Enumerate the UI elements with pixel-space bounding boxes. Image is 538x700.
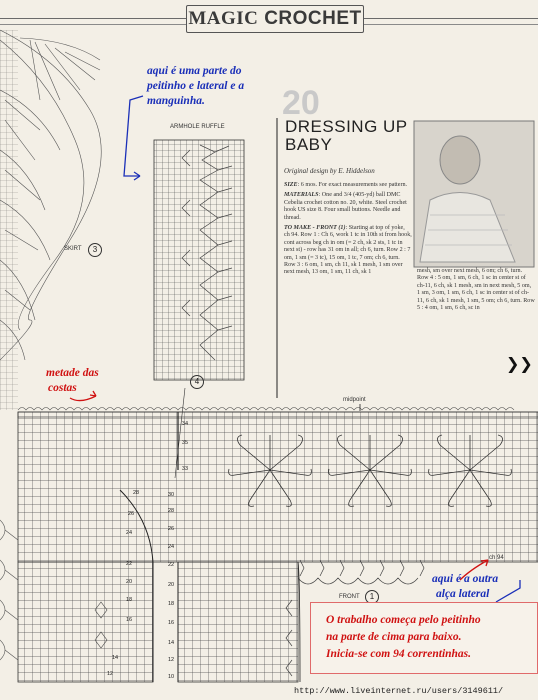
row-number: 16 — [168, 620, 175, 626]
skirt-edge-mesh — [0, 30, 18, 410]
row-number: 12 — [107, 671, 114, 677]
skirt-number-badge: 3 — [88, 243, 102, 257]
row-number: 14 — [168, 640, 175, 646]
materials-label: MATERIALS — [284, 192, 319, 199]
annotation-line: peitinho e lateral e a — [147, 80, 245, 92]
chart-4-badge: 4 — [190, 375, 204, 389]
row-number: 30 — [168, 492, 175, 498]
row-number: 28 — [133, 490, 140, 496]
byline: Original design by E. Hiddelson — [284, 167, 375, 175]
skirt-label: SKIRT — [64, 246, 82, 252]
annotation-top-blue — [147, 64, 244, 109]
row-number: 12 — [168, 657, 175, 663]
pattern-title-line1: DRESSING UP — [285, 117, 408, 136]
row-number: 28 — [168, 508, 175, 514]
row-number: 24 — [126, 530, 133, 536]
double-arrow-right-icon: ❯❯ — [506, 354, 533, 373]
pattern-title-line2: BABY — [285, 135, 333, 154]
annotation-line: aqui é a outra — [432, 573, 499, 585]
row-number: 22 — [168, 562, 175, 568]
row-number: 16 — [126, 617, 133, 623]
annotation-line: alça lateral — [436, 588, 490, 600]
pattern-title — [285, 118, 408, 154]
row-number: 35 — [182, 440, 189, 446]
annotation-line: Inicia-se com 94 correntinhas. — [326, 648, 472, 660]
size-paragraph — [284, 182, 412, 189]
armhole-ruffle-label: ARMHOLE RUFFLE — [170, 124, 225, 130]
magazine-title-crochet: CROCHET — [264, 8, 362, 29]
annotation-line: metade das — [46, 367, 99, 379]
row-number: 24 — [168, 544, 175, 550]
annotation-back-half — [46, 366, 99, 396]
front-label: FRONT — [339, 594, 360, 600]
magazine-title-magic: MAGIC — [188, 8, 259, 29]
row-number: 10 — [168, 674, 175, 680]
row-number: 33 — [182, 466, 189, 472]
pattern-number: 20 — [282, 84, 320, 122]
annotation-line: manguinha. — [147, 95, 205, 107]
front-number-badge: 1 — [365, 590, 379, 604]
row-number: 22 — [126, 561, 133, 567]
ch94-label: ch 94 — [489, 555, 504, 561]
source-url: http://www.liveinternet.ru/users/3149611/ — [294, 686, 504, 696]
instructions-column-right: mesh, sm over next mesh, 6 om; ch 6, turn. Row 4 : 5 om, 1 sm, 6 ch, 1 sc in center st of ch-11, 6 ch, sk 1 mesh, sm in next mesh, 5 om, 1 sm, 3 om, 1 sm, 6 ch, 1 sc in center st of ch-11, 6 ch, sk 1 mesh, 1 sm, 5 om; ch 6, turn. Row 5 : 4 om, 1 sm, 6 ch, sc in — [417, 268, 535, 312]
row-number: 20 — [168, 582, 175, 588]
size-text: : 6 mos. For exact measurements see pattern. — [297, 182, 408, 188]
make-text: : Starting at top of yoke, ch 94. Row 1 : Ch 6, work 1 tc in 10th st from hook, cont across beg ch in om (= 2 ch, sk 2 sts, 1 tc in next st) - row has 31 om in all; ch 6, turn. Row 2 : 7 om, 1 sm (= 3 tc), 15 om, 1 tc, 7 om; ch 6, turn. Row 3 : 6 om, 1 sm, ch 11, sk 1 mesh, 1 sm over next mesh, 13 om, 1 sm, 11 ch, sk 1 — [284, 225, 412, 276]
annotation-line: costas — [48, 382, 77, 394]
instructions-column-left — [284, 182, 412, 277]
annotation-side-strap — [432, 572, 498, 602]
materials-text: : One and 3/4 (405-yd) ball DMC Cebelia crochet cotton no. 20, white. Steel crochet hook US size 8. Four small buttons. Needle and thread. — [284, 192, 407, 221]
midpoint-label: midpoint — [343, 397, 366, 403]
annotation-start-note — [326, 612, 481, 663]
make-label: TO MAKE - FRONT (1) — [284, 225, 346, 232]
materials-paragraph — [284, 192, 412, 222]
row-number: 18 — [168, 601, 175, 607]
annotation-line: aqui é uma parte do — [147, 65, 242, 77]
armhole-ruffle-chart — [154, 140, 244, 380]
make-paragraph — [284, 225, 412, 277]
size-label: SIZE — [284, 182, 298, 188]
annotation-line: na parte de cima para baixo. — [326, 631, 462, 643]
baby-photo — [414, 121, 534, 267]
row-number: 34 — [182, 421, 189, 427]
row-number: 26 — [128, 511, 135, 517]
row-number: 14 — [112, 655, 119, 661]
row-number: 18 — [126, 597, 133, 603]
row-number: 20 — [126, 579, 133, 585]
annotation-line: O trabalho começa pelo peitinho — [326, 614, 481, 626]
row-number: 26 — [168, 526, 175, 532]
